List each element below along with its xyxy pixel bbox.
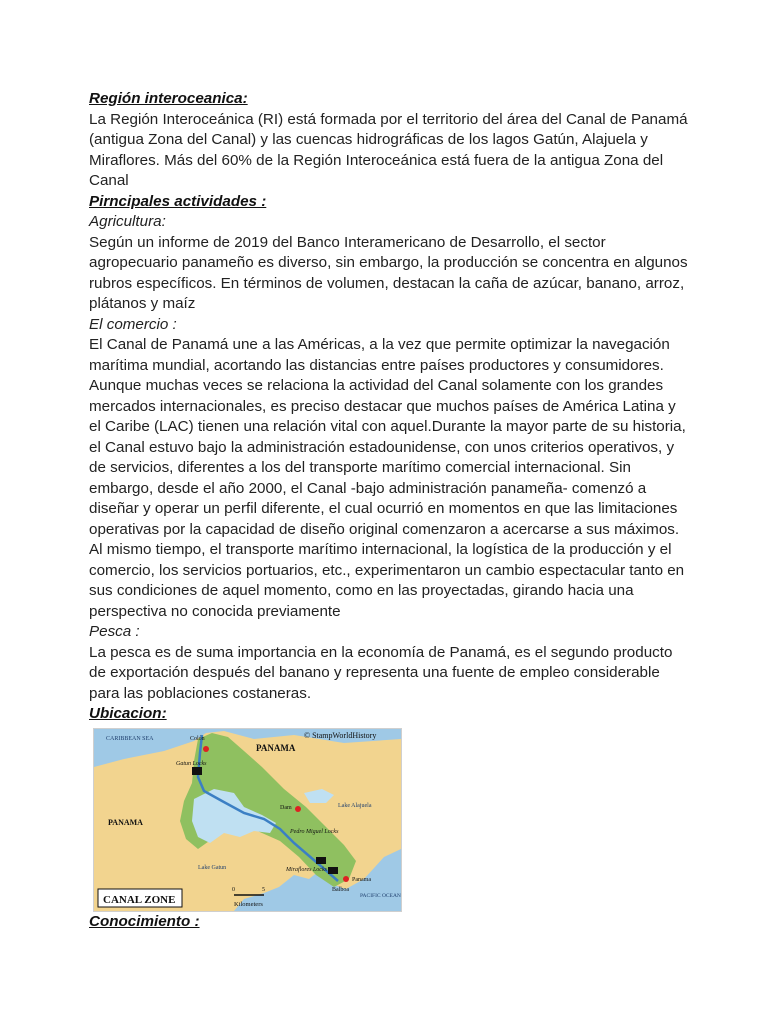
- map-canal-zone-label: CANAL ZONE: [103, 893, 176, 906]
- dam-dot: [295, 806, 301, 812]
- gatun-locks-mark: [192, 767, 202, 775]
- region-heading: Región interoceanica:: [89, 90, 248, 107]
- map-svg: [94, 729, 401, 911]
- map-watermark: © StampWorldHistory: [304, 730, 377, 740]
- fishing-title: Pesca :: [89, 623, 140, 640]
- map-dam-label: Dam: [280, 804, 292, 811]
- map-scale-0: 0: [232, 886, 235, 893]
- colon-dot: [203, 746, 209, 752]
- map-panama-w-label: PANAMA: [108, 817, 143, 827]
- map-caribbean-label: CARIBBEAN SEA: [106, 735, 154, 742]
- commerce-title: El comercio :: [89, 315, 177, 333]
- agriculture-paragraph: Según un informe de 2019 del Banco Interamericano de Desarrollo, el sector agropecuario panameño es diverso, sin embargo, la producción se concentra en algunos rubros específicos. En términos de volumen, destacan la caña de azúcar, banano, arroz, plátanos y maíz: [89, 233, 688, 312]
- miraflores-locks-mark-2: [328, 867, 338, 874]
- miraflores-locks-mark: [316, 857, 326, 864]
- fishing-paragraph: La pesca es de suma importancia en la economía de Panamá, es el segundo producto de exportación después del banano y representa una fuente de empleo considerable para las poblaciones costaneras.: [89, 643, 673, 702]
- map-gatun-locks-label: Gatun Locks: [176, 760, 207, 767]
- map-pacific-label: PACIFIC OCEAN: [360, 892, 401, 899]
- agriculture-title: Agricultura:: [89, 213, 166, 230]
- region-paragraph: La Región Interoceánica (RI) está formada por el territorio del área del Canal de Panamá (antigua Zona del Canal) y las cuencas hidrográficas de los lagos Gatún, Alajuela y Miraflores. Más del 60% de la Región Interoceánica está fuera de la antigua Zona del Canal: [89, 110, 688, 189]
- map-lake-gatun-label: Lake Gatun: [198, 864, 227, 871]
- canal-zone-map: [93, 728, 402, 912]
- map-panama-city-label: Panama: [352, 876, 371, 883]
- map-scale-5: 5: [262, 886, 265, 893]
- map-balboa-label: Balboa: [332, 886, 349, 893]
- knowledge-heading: Conocimiento :: [89, 912, 200, 930]
- activities-heading: Pirncipales actividades :: [89, 192, 267, 210]
- map-miraflores-label: Miraflores Locks: [286, 866, 327, 873]
- map-lake-alajuela-label: Lake Alajuela: [338, 802, 372, 809]
- document-content: [89, 89, 689, 932]
- panama-city-dot: [343, 876, 349, 882]
- commerce-paragraph: El Canal de Panamá une a las Américas, a la vez que permite optimizar la navegación marítima mundial, acortando las distancias entre países productores y consumidores. Aunque muchas veces se relaciona la actividad del Canal solamente con los grandes mercados internacionales, es preciso destacar que muchos países de América Latina y el Caribe (LAC) tienen una relación vital con aquel.Durante la mayor parte de su historia, el Canal estuvo bajo la administración estadounidense, con unos criterios operativos, y de servicios, diferentes a los del transporte marítimo comercial internacional. Sin embargo, desde el año 2000, el Canal -bajo administración panameña- comenzó a diseñar y operar un perfil diferente, el cual ocurrió en momentos en que las limitaciones operativas por la capacidad de diseño original comenzaron a acercarse a sus máximos. Al mismo tiempo, el transporte marítimo internacional, la logística de la producción y el comercio, los servicios portuarios, etc., experimentaron un cambio espectacular tanto en sus condiciones de aquel momento, como en las proyectadas, girando hacia una perspectiva no conocida previamente: [89, 336, 686, 620]
- map-colon-label: Colón: [190, 735, 205, 742]
- location-heading: Ubicacion:: [89, 705, 167, 722]
- map-kilometers-label: Kilometers: [234, 900, 263, 908]
- map-panama-ne-label: PANAMA: [256, 742, 296, 753]
- map-pedro-miguel-label: Pedro Miguel Locks: [290, 828, 339, 835]
